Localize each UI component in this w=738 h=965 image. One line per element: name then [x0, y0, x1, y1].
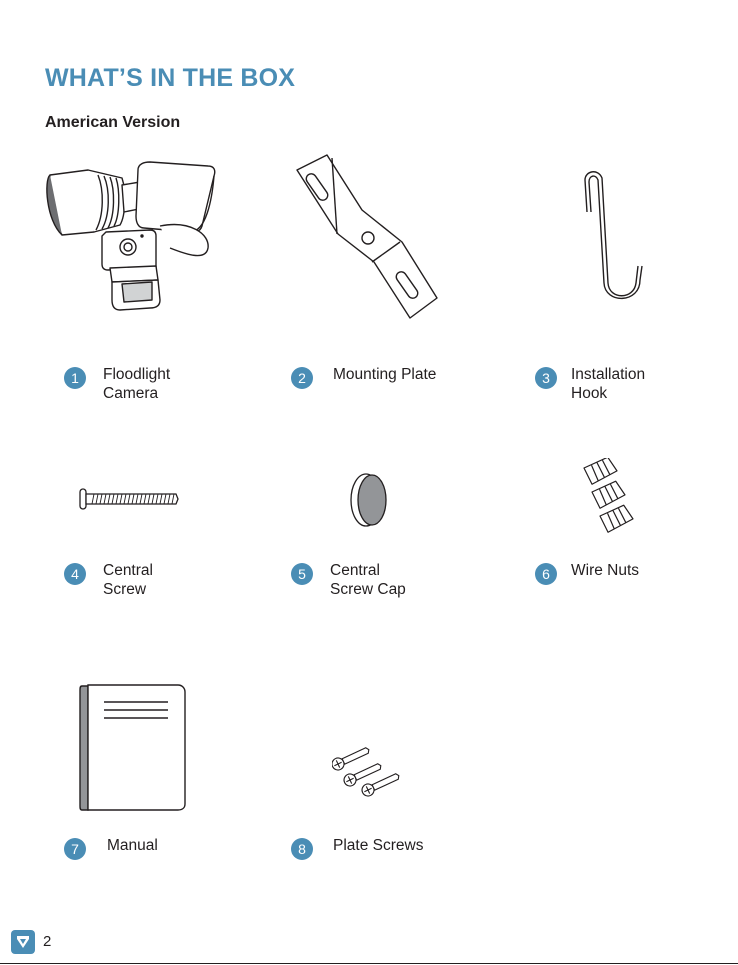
item-number-badge: 1: [64, 367, 86, 389]
brand-logo-icon: [11, 930, 35, 954]
item-label: Floodlight Camera: [103, 366, 171, 402]
item-label: Installation Hook: [571, 366, 646, 402]
item-label: Plate Screws: [333, 837, 424, 854]
item-label: Central Screw Cap: [330, 562, 406, 598]
item-label: Central Screw: [103, 562, 153, 598]
footer-divider: [0, 963, 738, 964]
item-central-screw: [64, 561, 153, 599]
item-wire-nuts: [535, 561, 639, 585]
item-manual: [64, 836, 158, 860]
wire-nuts-icon: [578, 458, 644, 540]
item-number-badge: 6: [535, 563, 557, 585]
item-label: Manual: [107, 837, 158, 854]
page-number: 2: [43, 933, 52, 950]
screw-cap-icon: [346, 470, 392, 530]
item-installation-hook: [535, 365, 645, 403]
section-subtitle: American Version: [45, 114, 181, 131]
item-screw-cap: [291, 561, 406, 599]
installation-hook-icon: [578, 168, 648, 303]
manual-icon: [76, 682, 188, 812]
page-title: WHAT’S IN THE BOX: [45, 64, 296, 92]
item-label: Wire Nuts: [571, 562, 640, 579]
item-number-badge: 7: [64, 838, 86, 860]
item-number-badge: 2: [291, 367, 313, 389]
item-number-badge: 5: [291, 563, 313, 585]
item-label: Mounting Plate: [333, 366, 437, 383]
item-mounting-plate: [291, 365, 436, 389]
item-number-badge: 8: [291, 838, 313, 860]
floodlight-camera-icon: [40, 160, 240, 325]
item-number-badge: 3: [535, 367, 557, 389]
central-screw-icon: [76, 484, 182, 514]
plate-screws-icon: [332, 742, 412, 804]
mounting-plate-icon: [292, 150, 442, 322]
item-number-badge: 4: [64, 563, 86, 585]
item-plate-screws: [291, 836, 423, 860]
item-floodlight-camera: [64, 365, 170, 403]
